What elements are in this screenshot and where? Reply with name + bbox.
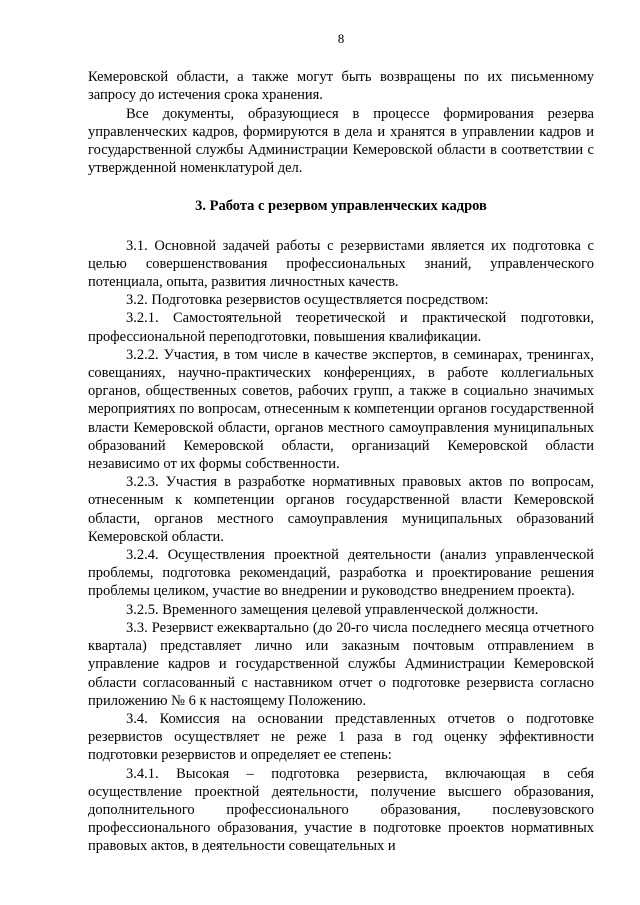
page-number: 8 [337,31,345,46]
paragraph-3-1: 3.1. Основной задачей работы с резервистами является их подготовка с целью совершенствования профессиональных знаний, управленческого потенциала, опыта, развития личностных качеств. [88,237,594,291]
document-page [88,30,594,856]
paragraph-3-2-5: 3.2.5. Временного замещения целевой управленческой должности. [126,601,539,618]
intro-paragraph: Все документы, образующиеся в процессе формирования резерва управленческих кадров, формируются в дела и хранятся в управлении кадров и государственной службы Администрации Кемеровской области в соответствии с утвержденной номенклатурой дел. [88,105,594,177]
paragraph-3-2-4: 3.2.4. Осуществления проектной деятельности (анализ управленческой проблемы, подготовка рекомендаций, разработка и проектирование решения проблемы целиком, участие во внедрении и руководство внедрением проекта). [88,547,594,600]
paragraph-3-3: 3.3. Резервист ежеквартально (до 20-го числа последнего месяца отчетного квартала) представляет лично или заказным почтовым отправлением в управление кадров и государственной службы Администрации Кемеровской области согласованный с наставником отчет о подготовке резервиста согласно приложению № 6 к настоящему Положению. [88,619,594,709]
paragraph-3-2: 3.2. Подготовка резервистов осуществляется посредством: [126,292,489,309]
paragraph-3-2-1: 3.2.1. Самостоятельной теоретической и практической подготовки, профессиональной переподготовки, повышения квалификации. [88,310,594,345]
paragraph-3-2-3: 3.2.3. Участия в разработке нормативных правовых актов по вопросам, отнесенным к компетенции органов государственной власти Кемеровской области, органов местного самоуправления муниципальных образований Кемеровской области. [88,474,594,545]
section-heading: 3. Работа с резервом управленческих кадров [195,198,487,215]
paragraph-3-4-1: 3.4.1. Высокая – подготовка резервиста, включающая в себя осуществление проектной деятельности, получение высшего образования, дополнительного профессионального образования, послевузовского профессионального образования, участие в подготовке проектов нормативных правовых актов, в деятельности совещательных и [88,765,594,855]
paragraph-3-2-2: 3.2.2. Участия, в том числе в качестве экспертов, в семинарах, тренингах, совещаниях, научно-практических конференциях, в работе коллегиальных органов, общественных советов, рабочих групп, а также в социально значимых мероприятиях по вопросам, отнесенным к компетенции органов государственной власти Кемеровской области, органов местного самоуправления муниципальных образований Кемеровской области, организаций Кемеровской области независимо от их формы собственности. [88,346,594,473]
intro-paragraph: Кемеровской области, а также могут быть возвращены по их письменному запросу до истечения срока хранения. [88,69,594,104]
paragraph-3-4: 3.4. Комиссия на основании представленных отчетов о подготовке резервистов осуществляет не реже 1 раза в год оценку эффективности подготовки резервистов и определяет ее степень: [88,710,594,764]
